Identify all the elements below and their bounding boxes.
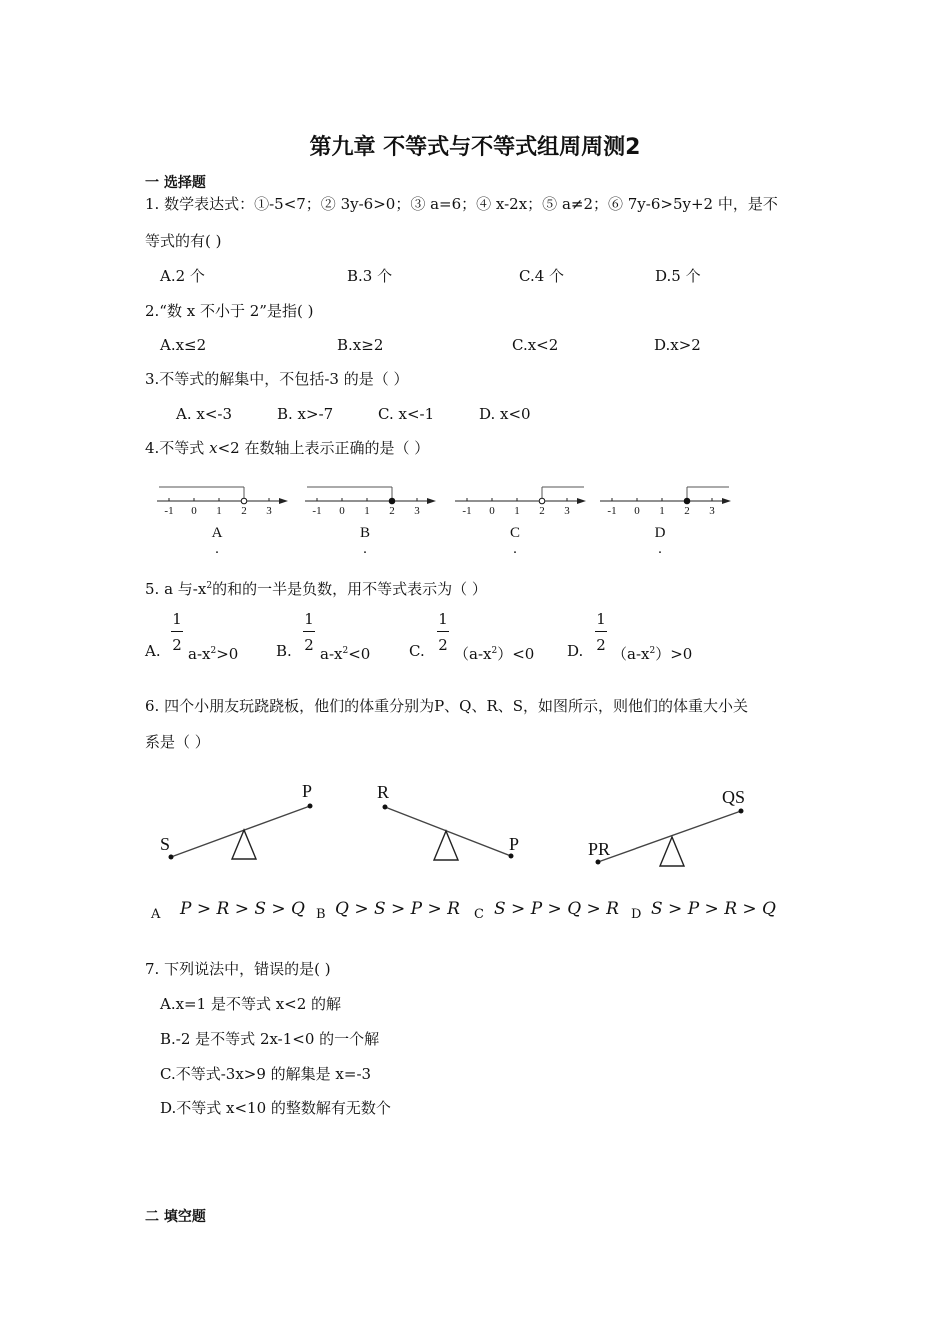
seesaw-1-high-label: P (302, 781, 313, 801)
tick-label: 0 (339, 505, 345, 517)
axis-arrow-icon (279, 498, 288, 504)
seesaw-1-low-label: S (160, 834, 171, 854)
q1-option-a[interactable]: A.2 个 (160, 267, 205, 285)
q6-option-a-expr[interactable]: P > R > S > Q (180, 899, 305, 919)
q6-stem-line1: 6. 四个小朋友玩跷跷板，他们的体重分别为P、Q、R、S，如图所示，则他们的体重大小关 (145, 697, 749, 715)
q1-option-b[interactable]: B.3 个 (347, 267, 393, 285)
q6-option-a-label[interactable]: A (151, 907, 161, 922)
q5-option-c-label[interactable]: C. (409, 642, 425, 660)
seesaw-3 (588, 787, 745, 866)
q5-c-frac-den: 2 (438, 636, 448, 654)
q5-option-d-expr[interactable] (612, 641, 692, 664)
q6-option-c-expr[interactable]: S > P > Q > R (494, 899, 619, 919)
q5-d-frac-den: 2 (596, 636, 606, 654)
tick-label: 2 (539, 505, 545, 517)
page-title: 第九章 不等式与不等式组周周测2 (309, 135, 641, 160)
closed-point (389, 498, 395, 504)
q5-b-sup: 2 (342, 646, 349, 656)
seesaw-2-fulcrum (434, 831, 458, 860)
q4-stem-pre: 4.不等式 (145, 439, 210, 457)
closed-point (684, 498, 690, 504)
tick-label: 2 (241, 505, 247, 517)
q4-option-c-numberline[interactable] (455, 487, 586, 557)
q6-option-b-expr[interactable]: Q > S > P > R (335, 899, 460, 919)
seesaw-1-plank (171, 806, 310, 857)
seesaw-3-end-high (739, 809, 744, 814)
q4-option-dot: . (215, 541, 219, 557)
tick-label: 2 (684, 505, 690, 517)
q5-a-sup: 2 (210, 646, 217, 656)
q5-b-frac-bar (303, 631, 315, 632)
tick-label: 1 (659, 505, 665, 517)
q5-stem-sup: 2 (206, 581, 213, 591)
seesaw-1-end-high (308, 804, 313, 809)
q6-option-b-label[interactable]: B (316, 907, 326, 922)
q5-d-frac-bar (595, 631, 607, 632)
q5-c-sup: 2 (491, 646, 498, 656)
q6-seesaw-figure (0, 770, 950, 880)
seesaw-3-end-low (596, 860, 601, 865)
q5-d-post: ）>0 (655, 645, 693, 663)
q5-a-post: >0 (216, 645, 239, 663)
seesaw-3-high-label: QS (722, 787, 746, 807)
q5-c-pre: （a-x (454, 645, 492, 663)
q3-stem: 3.不等式的解集中，不包括-3 的是（ ） (145, 370, 409, 388)
q3-option-b[interactable]: B. x>-7 (277, 405, 334, 423)
q5-b-post: <0 (348, 645, 371, 663)
seesaw-3-fulcrum (660, 837, 684, 866)
q5-stem (145, 576, 487, 599)
q5-b-pre: a-x (320, 645, 343, 663)
seesaw-2-plank (385, 807, 511, 856)
q5-option-c-expr[interactable] (454, 641, 534, 664)
q1-option-c[interactable]: C.4 个 (519, 267, 565, 285)
q6-option-d-expr[interactable]: S > P > R > Q (651, 899, 776, 919)
seesaw-2-high-label: R (377, 782, 390, 802)
q5-stem-post: 的和的一半是负数，用不等式表示为（ ） (212, 580, 487, 598)
q3-option-a[interactable]: A. x<-3 (176, 405, 233, 423)
q4-option-b-numberline[interactable] (305, 487, 436, 557)
q1-stem-line2: 等式的有( ) (145, 232, 222, 250)
tick-label: 0 (191, 505, 197, 517)
tick-label: 3 (414, 505, 420, 517)
tick-label: 3 (564, 505, 570, 517)
seesaw-2-end-low (509, 854, 514, 859)
tick-label: 1 (514, 505, 520, 517)
seesaw-2 (377, 782, 519, 860)
open-point (241, 498, 247, 504)
tick-label: -1 (607, 505, 617, 517)
q4-option-label: A (211, 525, 223, 541)
q7-option-a[interactable]: A.x=1 是不等式 x<2 的解 (160, 995, 342, 1013)
tick-label: 0 (489, 505, 495, 517)
seesaw-1 (160, 781, 313, 860)
seesaw-1-end-low (169, 855, 174, 860)
q7-option-c[interactable]: C.不等式-3x>9 的解集是 x=-3 (160, 1065, 372, 1083)
q2-option-b[interactable]: B.x≥2 (337, 336, 384, 354)
q5-d-pre: （a-x (612, 645, 650, 663)
tick-label: -1 (312, 505, 322, 517)
q7-stem: 7. 下列说法中，错误的是( ) (145, 960, 331, 978)
tick-label: 2 (389, 505, 395, 517)
tick-label: -1 (164, 505, 174, 517)
q4-number-lines (0, 475, 950, 565)
q5-b-frac-num: 1 (304, 610, 314, 628)
axis-arrow-icon (427, 498, 436, 504)
open-point (539, 498, 545, 504)
q1-option-d[interactable]: D.5 个 (655, 267, 701, 285)
q5-option-b-expr[interactable] (320, 641, 370, 664)
tick-label: -1 (462, 505, 472, 517)
q5-a-pre: a-x (188, 645, 211, 663)
q5-d-frac-num: 1 (596, 610, 606, 628)
q6-option-c-label[interactable]: C (474, 907, 484, 922)
q4-option-dot: . (513, 541, 517, 557)
q5-option-d-label[interactable]: D. (567, 642, 584, 660)
q1-stem-line1: 1. 数学表达式：①-5<7；② 3y-6>0；③ a=6；④ x-2x；⑤ a≠2；⑥ 7y-6>5y+2 中，是不 (145, 195, 778, 213)
axis-arrow-icon (577, 498, 586, 504)
q4-option-dot: . (363, 541, 367, 557)
q5-c-frac-num: 1 (438, 610, 448, 628)
section-heading-choice: 一 选择题 (145, 175, 206, 191)
q5-stem-pre: 5. a 与-x (145, 580, 207, 598)
seesaw-3-plank (598, 811, 741, 862)
q4-option-a-numberline[interactable] (157, 487, 288, 557)
q2-option-c[interactable]: C.x<2 (512, 336, 559, 354)
q5-a-frac-den: 2 (172, 636, 182, 654)
q7-option-d[interactable]: D.不等式 x<10 的整数解有无数个 (160, 1099, 391, 1117)
q4-stem (145, 438, 429, 458)
q2-option-a[interactable]: A.x≤2 (160, 336, 207, 354)
q5-d-sup: 2 (649, 646, 656, 656)
q6-option-d-label[interactable]: D (631, 907, 642, 922)
q7-option-b[interactable]: B.-2 是不等式 2x-1<0 的一个解 (160, 1030, 380, 1048)
tick-label: 1 (364, 505, 370, 517)
q5-option-b-label[interactable]: B. (276, 642, 292, 660)
q4-option-label: D (654, 525, 666, 541)
q5-a-frac-bar (171, 631, 183, 632)
seesaw-2-low-label: P (509, 834, 520, 854)
tick-label: 1 (216, 505, 222, 517)
q2-stem: 2.“数 x 不小于 2”是指( ) (145, 302, 314, 320)
q4-option-label: B (359, 525, 371, 541)
seesaw-3-low-label: PR (588, 839, 611, 859)
q4-option-label: C (509, 525, 521, 541)
q6-stem-line2: 系是（ ） (145, 733, 210, 751)
q4-option-d-numberline[interactable] (600, 487, 731, 557)
seesaw-1-fulcrum (232, 830, 256, 859)
q3-option-c[interactable]: C. x<-1 (378, 405, 435, 423)
q5-c-frac-bar (437, 631, 449, 632)
q5-a-frac-num: 1 (172, 610, 182, 628)
tick-label: 3 (266, 505, 272, 517)
seesaw-2-end-high (383, 805, 388, 810)
q5-b-frac-den: 2 (304, 636, 314, 654)
q5-c-post: ）<0 (497, 645, 535, 663)
q4-stem-var: x (209, 439, 218, 457)
q3-option-d[interactable]: D. x<0 (479, 405, 531, 423)
q4-option-dot: . (658, 541, 662, 557)
q2-option-d[interactable]: D.x>2 (654, 336, 701, 354)
axis-arrow-icon (722, 498, 731, 504)
tick-label: 0 (634, 505, 640, 517)
tick-label: 3 (709, 505, 715, 517)
section-heading-fill: 二 填空题 (145, 1209, 206, 1225)
q5-option-a-expr[interactable] (188, 641, 238, 664)
q4-stem-post: <2 在数轴上表示正确的是（ ） (217, 439, 430, 457)
q5-option-a-label[interactable]: A. (145, 642, 161, 660)
